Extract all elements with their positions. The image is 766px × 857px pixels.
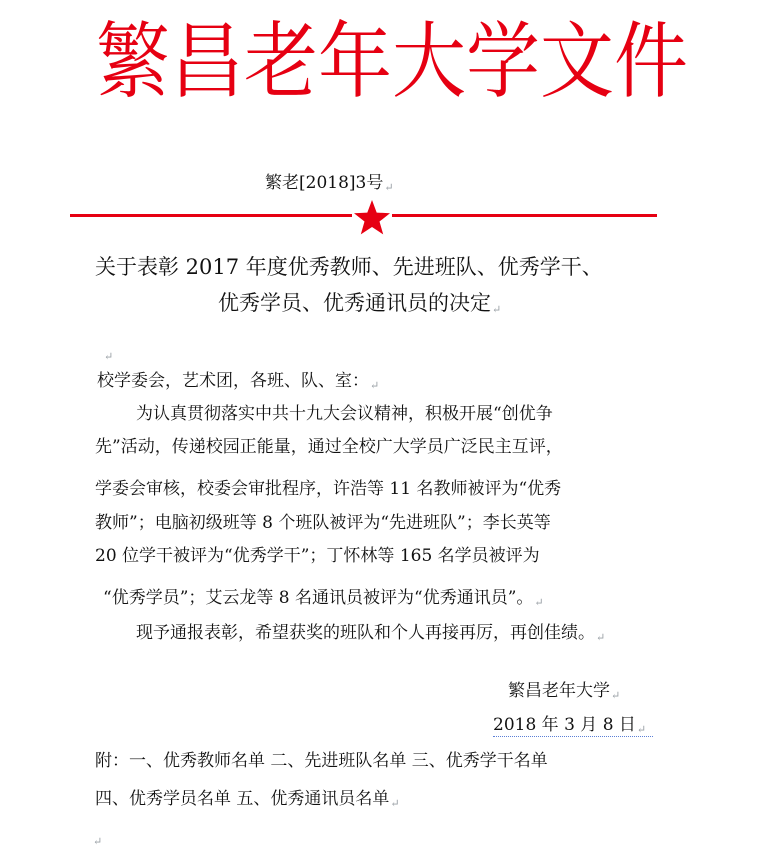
heading-line-2	[218, 288, 501, 325]
paragraph-mark-icon: ↵	[93, 835, 103, 848]
document-number-text: 繁老[2018]3号	[265, 173, 384, 193]
empty-paragraph	[92, 822, 102, 857]
paragraph-mark-icon: ↵	[636, 723, 647, 736]
paragraph-mark-icon: ↵	[384, 181, 394, 194]
body-line: 学委会审核，校委会审批程序，许浩等 11 名教师被评为“优秀	[95, 479, 562, 499]
issuer-name-text: 繁昌老年大学	[508, 681, 610, 701]
paragraph-mark-icon: ↵	[370, 379, 380, 392]
body-line	[136, 618, 605, 653]
document-title: 繁昌老年大学文件	[96, 13, 688, 111]
body-line: 为认真贯彻落实中共十九大会议精神，积极开展“创优争	[136, 404, 553, 424]
issue-date	[493, 710, 646, 745]
document-number	[265, 170, 394, 201]
salutation	[97, 366, 379, 401]
paragraph-mark-icon: ↵	[534, 596, 544, 609]
attachments-line-1: 附：一、优秀教师名单 二、先进班队名单 三、优秀学干名单	[95, 751, 548, 771]
paragraph-mark-icon: ↵	[611, 689, 621, 702]
heading-line-1: 关于表彰 2017 年度优秀教师、先进班队、优秀学干、	[95, 255, 603, 279]
red-star-icon	[352, 198, 392, 238]
red-divider-left	[70, 214, 352, 217]
body-line: 先”活动，传递校园正能量，通过全校广大学员广泛民主互评，	[95, 437, 563, 457]
attachments-line-2	[95, 784, 400, 819]
heading-line-2-text: 优秀学员、优秀通讯员的决定	[218, 291, 491, 315]
body-line: 20 位学干被评为“优秀学干”；丁怀林等 165 名学员被评为	[95, 546, 540, 566]
salutation-text: 校学委会，艺术团，各班、队、室：	[97, 371, 369, 391]
paragraph-mark-icon: ↵	[104, 350, 114, 363]
red-divider-right	[392, 214, 657, 217]
paragraph-mark-icon: ↵	[390, 797, 400, 810]
paragraph-mark-icon: ↵	[492, 303, 502, 316]
issue-date-text: 2018 年 3 月 8 日	[493, 715, 636, 735]
body-line: 教师”；电脑初级班等 8 个班队被评为“先进班队”；李长英等	[95, 513, 551, 533]
date-underline	[493, 736, 653, 737]
body-line	[103, 583, 544, 618]
body-line-text: 现予通报表彰，希望获奖的班队和个人再接再厉，再创佳绩。	[136, 623, 595, 643]
attachments-line-2-text: 四、优秀学员名单 五、优秀通讯员名单	[95, 789, 390, 809]
issuer-name	[508, 676, 620, 711]
paragraph-mark-icon: ↵	[596, 631, 606, 644]
body-line-text: “优秀学员”；艾云龙等 8 名通讯员被评为“优秀通讯员”。	[103, 588, 534, 608]
